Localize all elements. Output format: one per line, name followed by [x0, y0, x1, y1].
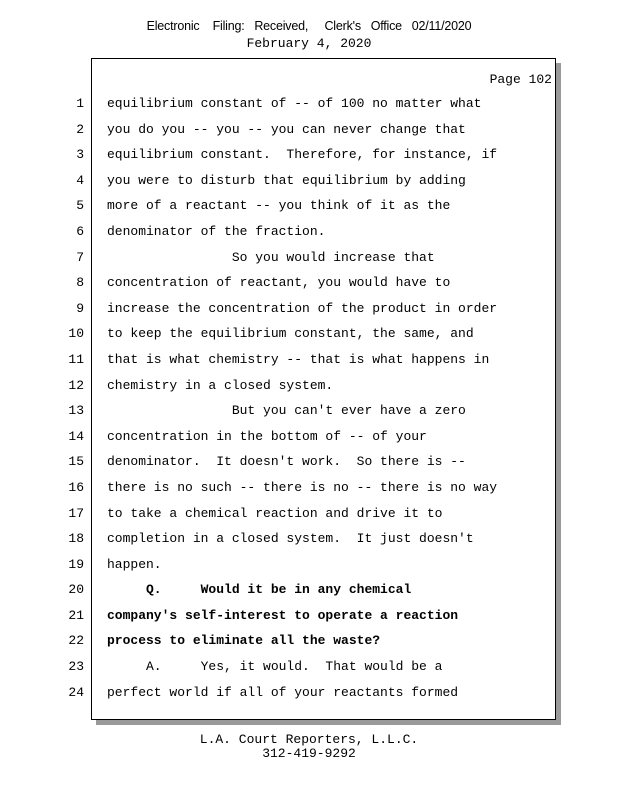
line-number: 23 — [68, 659, 84, 675]
line-number: 24 — [68, 684, 84, 700]
transcript-line: there is no such -- there is no -- there is no way — [107, 479, 498, 495]
footer — [0, 733, 618, 761]
line-number: 16 — [68, 479, 84, 495]
transcript-line: completion in a closed system. It just doesn't — [107, 531, 474, 547]
court-reporter-phone: 312-419-9292 — [262, 746, 356, 761]
line-number: 21 — [68, 607, 84, 623]
line-number: 11 — [68, 351, 84, 367]
line-number: 9 — [76, 300, 84, 316]
line-number: 6 — [76, 223, 84, 239]
line-number: 1 — [76, 96, 84, 111]
transcript-line: increase the concentration of the product in order — [107, 300, 498, 316]
transcript-line: more of a reactant -- you think of it as the — [107, 198, 451, 214]
line-number: 20 — [68, 582, 84, 598]
electronic-filing-stamp: Electronic Filing: Received, Clerk's Office 02/11/2020 — [146, 19, 472, 33]
line-number: 2 — [76, 121, 84, 137]
question-line: process to eliminate all the waste? — [107, 633, 381, 649]
line-number: 17 — [68, 505, 84, 521]
line-number: 22 — [68, 633, 84, 649]
transcript-line: equilibrium constant of -- of 100 no matter what — [107, 96, 482, 111]
line-number: 19 — [68, 556, 84, 572]
line-number: 4 — [76, 172, 84, 188]
line-number: 10 — [68, 326, 84, 342]
answer-line: A. Yes, it would. That would be a — [107, 659, 443, 675]
transcript-line: happen. — [107, 556, 162, 572]
transcript-line: concentration of reactant, you would have to — [107, 275, 451, 291]
transcript-line: that is what chemistry -- that is what happens in — [107, 351, 490, 367]
transcript-line: you do you -- you -- you can never change that — [107, 121, 466, 137]
line-number: 13 — [68, 403, 84, 419]
line-number: 15 — [68, 454, 84, 470]
transcript-line: to take a chemical reaction and drive it to — [107, 505, 443, 521]
line-number: 12 — [68, 377, 84, 393]
transcript-line: So you would increase that — [107, 249, 435, 265]
transcript-line: concentration in the bottom of -- of your — [107, 428, 427, 444]
transcript-line: to keep the equilibrium constant, the same, and — [107, 326, 474, 342]
line-number: 3 — [76, 147, 84, 163]
line-number: 7 — [76, 249, 84, 265]
transcript-line: denominator of the fraction. — [107, 223, 326, 239]
transcript-line: denominator. It doesn't work. So there is -- — [107, 454, 466, 470]
line-number: 8 — [76, 275, 84, 291]
line-number: 18 — [68, 531, 84, 547]
transcript-line: equilibrium constant. Therefore, for instance, if — [107, 147, 498, 163]
court-reporter-name: L.A. Court Reporters, L.L.C. — [199, 732, 419, 747]
transcript-line: chemistry in a closed system. — [107, 377, 334, 393]
question-line: company's self-interest to operate a reaction — [107, 607, 459, 623]
line-number-column — [56, 92, 84, 706]
transcript-line: But you can't ever have a zero — [107, 403, 466, 419]
transcript-text — [107, 92, 527, 706]
page-number: Page 102 — [489, 72, 552, 87]
line-number: 5 — [76, 198, 84, 214]
transcript-date: February 4, 2020 — [246, 36, 372, 51]
transcript-line: you were to disturb that equilibrium by adding — [107, 172, 466, 188]
question-line: Q. Would it be in any chemical — [107, 582, 412, 598]
answer-line: perfect world if all of your reactants formed — [107, 684, 459, 700]
line-number: 14 — [68, 428, 84, 444]
